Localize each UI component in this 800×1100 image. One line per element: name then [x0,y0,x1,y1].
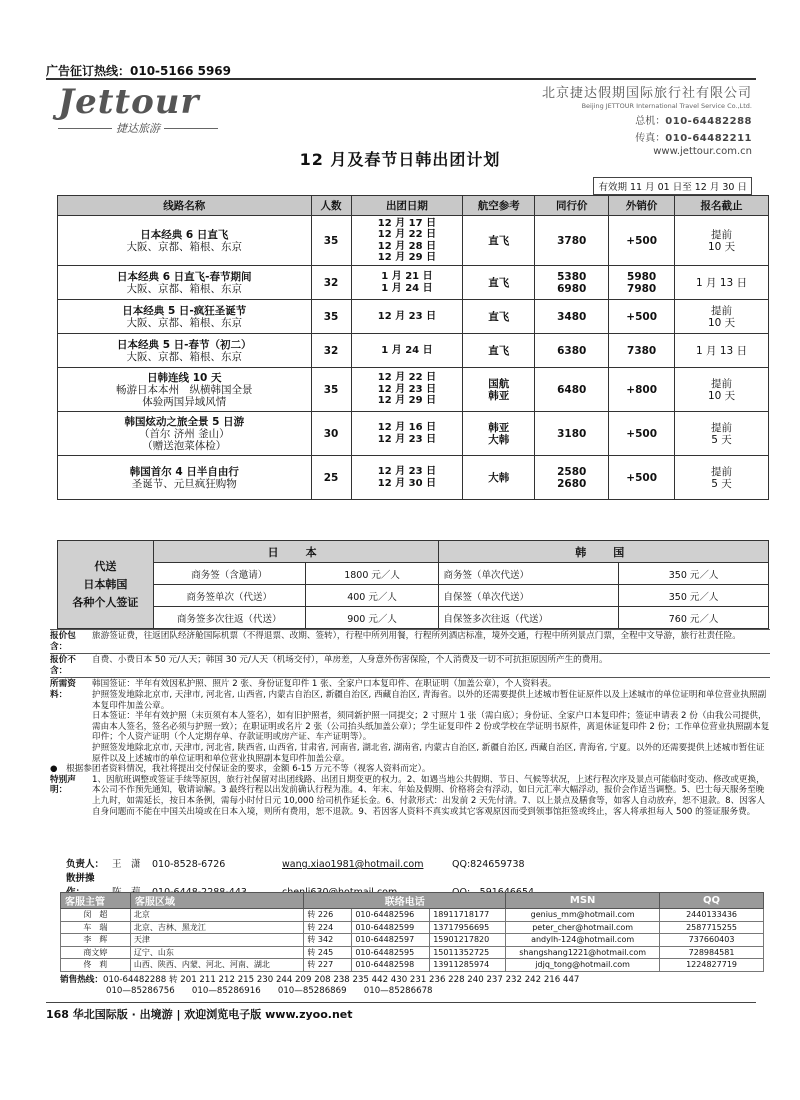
route-name-cell [58,300,312,334]
deadline-cell: 提前 5 天 [675,456,769,500]
deadline-cell: 提前 10 天 [675,368,769,412]
visa-row [58,563,769,585]
kr-visa-price: 350 元／人 [619,563,769,585]
dates-cell [351,266,463,300]
route-name-cell [58,216,312,266]
people-cell: 32 [311,334,351,368]
jp-visa-type: 商务签单次（代送） [153,585,305,607]
kr-visa-type: 自保签多次往返（代送） [439,607,619,629]
deadline-cell: 提前 10 天 [675,300,769,334]
price-excludes: 报价不含： 自费、小费日本 50 元/人天；韩国 30 元/人天（机场交付），单房差，人身意外伤害保险，个人消费及一切不可抗拒原因所产生的费用。 [50,655,608,676]
tour-date: 12 月 16 日 [377,422,437,433]
table-header-row [58,196,769,216]
deposit-note: ● 根据参团者资料情况，我社将提出交付保证金的要求，金额 6-15 万元不等（视客人资料而定）。 [50,764,431,775]
jp-visa-price: 1800 元／人 [305,563,439,585]
svc-header-qq: QQ [660,893,764,909]
header-people: 人数 [311,196,351,216]
svc-qq: 728984581 [660,946,764,959]
tour-date: 12 月 30 日 [377,477,437,489]
logo-wordmark: Jettour [58,82,200,122]
dates-cell [351,334,463,368]
company-name-cn: 北京捷达假期国际旅行社有限公司 [541,86,752,101]
svc-area: 山西、陕西、内蒙、河北、河南、湖北 [130,959,304,972]
svc-msn[interactable]: jdjq_tong@hotmail.com [506,959,660,972]
table-row [58,412,769,456]
peer-price-cell: 3180 [535,412,609,456]
svc-header-phone: 联络电话 [304,893,506,909]
tour-date: 12 月 23 日 [377,433,437,445]
svc-mobile: 13911285974 [430,959,506,972]
jp-visa-type: 商务签（含邀请） [153,563,305,585]
tour-date: 1 月 24 日 [381,282,433,294]
peer-price-cell: 3480 [535,300,609,334]
svc-ext: 转 342 [304,934,352,947]
kr-visa-type: 商务签（单次代送） [439,563,619,585]
route-name: 日韩连线 10 天 [147,371,222,384]
jp-visa-price: 900 元／人 [305,607,439,629]
company-website[interactable]: www.jettour.com.cn [653,146,752,157]
required-documents: 所需资料： 韩国签证：半年有效因私护照、照片 2 张、身份证复印件 1 张、全家户口本复印件、在职证明（加盖公章），个人资料表。 护照签发地除北京市, 天津市, 河北省, 山西省, 内蒙古自治区, 新疆自治区, 西藏自治区, 青海省。以外的还需要提供上述城市暂住证原件以及上述城市的单位证明和单位营业执照副本复印件加盖公章。 日本签证：半年有效护照（末页须有本人签名），如有旧护照者，须同新护照一同提交；2 寸照片 1 张（需白底）；身份证、全家户口本复印件；签证申请表 2 份（由我公司提供，需由本人签名，签名必须与护照一致）；在职证明或名片 2 张（公司抬头纸加盖公章）；学生证复印件 2 份或学校在学证明书原件，离退休证复印件 2 份；工作单位营业执照副本复印件；个人资产证明（个人定期存单、存款证明或房产证、车产证明等）。 护照签发地除北京市, 天津市, 河北省, 陕西省, 山西省, 甘肃省, 河南省, 湖北省, 湖南省, 内蒙古自治区, 新疆自治区, 西藏自治区, 青海省, 宁夏。以外的还需要提供上述城市暂住证原件以及上述城市的单位证明和单位营业执照副本复印件加盖公章。 [50,679,770,764]
visa-row [58,585,769,607]
dates-cell [351,368,463,412]
airline-cell: 直飞 [463,216,535,266]
header-route: 线路名称 [58,196,312,216]
peer-price-cell: 5380 6980 [535,266,609,300]
jp-visa-type: 商务签多次往返（代送） [153,607,305,629]
route-name: 日本经典 5 日-春节（初二） [117,338,252,351]
svc-msn[interactable]: genius_mm@hotmail.com [506,909,660,922]
company-phone: 总机：010-64482288 [635,116,752,127]
validity-period: 有效期 11 月 01 日至 12 月 30 日 [593,177,752,195]
tour-date: 12 月 17 日 [377,217,437,229]
retail-price-cell: +500 [609,412,675,456]
table-row [58,368,769,412]
price-includes: 报价包含： 旅游签证费，往返团队经济舱国际机票（不得退票、改期、签转），行程中所列用餐，行程所列酒店标准，境外交通，行程中所列景点门票，全程中文导游，旅行社责任险。 [50,631,741,652]
contact-manager: 负责人： 王 潇 010-8528-6726 wang.xiao1981@hotmail.com QQ:824659738 [66,859,525,870]
tour-schedule-table [57,195,769,500]
route-name: 日本经典 5 日-疯狂圣诞节 [122,304,247,317]
deadline-cell: 提前 10 天 [675,216,769,266]
svc-qq: 1224827719 [660,959,764,972]
svc-tel: 010-64482599 [352,921,430,934]
airline-cell: 直飞 [463,266,535,300]
company-info [542,82,752,157]
table-row [58,456,769,500]
logo-subtitle: 捷达旅游 [116,122,160,135]
svc-header-area: 客服区域 [130,893,304,909]
service-row [61,959,764,972]
svc-msn[interactable]: shangshang1221@hotmail.com [506,946,660,959]
dates-cell [351,300,463,334]
svc-manager: 商文婷 [61,946,131,959]
header-peer-price: 同行价 [535,196,609,216]
header-retail-price: 外销价 [609,196,675,216]
tour-date: 12 月 28 日 [377,240,437,252]
peer-price-cell: 6380 [535,334,609,368]
service-row [61,934,764,947]
retail-price-cell: +500 [609,216,675,266]
page-title: 12 月及春节日韩出团计划 [299,150,501,169]
service-row [61,909,764,922]
people-cell: 32 [311,266,351,300]
svc-msn[interactable]: peter_cher@hotmail.com [506,921,660,934]
svc-ext: 转 245 [304,946,352,959]
route-name: 韩国炫动之旅全景 5 日游 [124,415,245,428]
company-name-en: Beijing JETTOUR International Travel Service Co.,Ltd. [581,102,752,110]
svc-mobile: 15011352725 [430,946,506,959]
svc-manager: 闵 超 [61,909,131,922]
jp-visa-price: 400 元／人 [305,585,439,607]
retail-price-cell: 5980 7980 [609,266,675,300]
header-airline: 航空参考 [463,196,535,216]
top-divider [46,78,756,80]
route-sub: 圣诞节、元旦疯狂购物 [131,477,237,490]
people-cell: 35 [311,300,351,334]
service-row [61,921,764,934]
airline-cell: 直飞 [463,334,535,368]
table-row [58,266,769,300]
retail-price-cell: +500 [609,456,675,500]
people-cell: 30 [311,412,351,456]
visa-label: 代送 日本韩国 各种个人签证 [58,541,154,629]
svc-qq: 2587715255 [660,921,764,934]
kr-visa-price: 350 元／人 [619,585,769,607]
airline-cell: 大韩 [463,456,535,500]
svc-area: 北京、吉林、黑龙江 [130,921,304,934]
visa-japan-header: 日 本 [153,541,439,563]
svc-area: 辽宁、山东 [130,946,304,959]
notes-section [50,628,770,817]
peer-price-cell: 3780 [535,216,609,266]
airline-cell: 直飞 [463,300,535,334]
company-logo [58,84,218,136]
deadline-cell: 1 月 13 日 [675,266,769,300]
table-row [58,216,769,266]
visa-table [57,540,769,629]
airline-cell: 国航 韩亚 [463,368,535,412]
svc-mobile: 15901217820 [430,934,506,947]
contact-operator: 散拼操 [66,872,534,900]
route-name-cell [58,368,312,412]
dates-cell [351,216,463,266]
dates-cell [351,456,463,500]
route-name-cell [58,456,312,500]
peer-price-cell: 2580 2680 [535,456,609,500]
svc-manager: 车 瑞 [61,921,131,934]
table-row [58,334,769,368]
retail-price-cell: +800 [609,368,675,412]
svc-manager: 佟 莉 [61,959,131,972]
visa-korea-header: 韩 国 [439,541,769,563]
header-dates: 出团日期 [351,196,463,216]
peer-price-cell: 6480 [535,368,609,412]
route-sub: 大阪、京都、箱根、东京 [126,350,243,363]
retail-price-cell: 7380 [609,334,675,368]
route-name-cell [58,266,312,300]
svc-msn[interactable]: andylh-124@hotmail.com [506,934,660,947]
route-name: 日本经典 6 日直飞 [140,228,229,241]
route-name: 韩国首尔 4 日半自由行 [129,465,239,478]
sales-hotline: 销售热线：010-64482288 转 201 211 212 215 230 244 209 208 238 235 442 430 231 236 228 240 237 232 242 216 447 010—85286756 010—85286916 010—85286869 010—85286678 [60,975,580,996]
kr-visa-price: 760 元／人 [619,607,769,629]
svc-header-msn: MSN [506,893,660,909]
svc-tel: 010-64482597 [352,934,430,947]
svc-qq: 737660403 [660,934,764,947]
people-cell: 25 [311,456,351,500]
route-name: 日本经典 6 日直飞-春节期间 [117,270,252,283]
people-cell: 35 [311,216,351,266]
visa-row [58,607,769,629]
airline-cell: 韩亚 大韩 [463,412,535,456]
svc-tel: 010-64482598 [352,959,430,972]
tour-date: 1 月 24 日 [381,344,433,356]
svc-area: 北京 [130,909,304,922]
tour-date: 12 月 22 日 [377,372,437,384]
route-sub: （首尔 济州 釜山） （赠送泡菜体检） [138,427,230,452]
route-name-cell [58,334,312,368]
tour-date: 12 月 23 日 [377,310,437,322]
route-sub: 大阪、京都、箱根、东京 [126,240,243,253]
dates-cell [351,412,463,456]
table-row [58,300,769,334]
tour-date: 12 月 23 日 [377,383,437,395]
svc-ext: 转 227 [304,959,352,972]
svc-tel: 010-64482596 [352,909,430,922]
tour-date: 12 月 29 日 [377,395,437,407]
deadline-cell: 提前 5 天 [675,412,769,456]
svc-mobile: 18911718177 [430,909,506,922]
svc-qq: 2440133436 [660,909,764,922]
ad-hotline: 广告征订热线：010-5166 5969 [46,64,232,78]
manager-email[interactable]: wang.xiao1981@hotmail.com [282,859,424,870]
service-table [60,892,764,972]
tour-date: 1 月 21 日 [381,271,433,282]
svc-manager: 李 辉 [61,934,131,947]
svc-area: 天津 [130,934,304,947]
company-fax: 传真：010-64482211 [635,133,752,144]
special-statement: 特别声明： 1、因航班调整或签证手续等原因，旅行社保留对出团线路、出团日期变更的权力。2、如遇当地公共假期、节日、气候等状况，上述行程次序及景点可能临时变动、修改或更换，本公司不作预先通知，敬请谅解。3 最终行程以出发前确认行程为准。4、年末、年始及假期、价格将会有浮动，如日元汇率大幅浮动，报价会作适当调整。5、巴士每天服务至晚上九时，如需延长，按日本条例，需每小时付日元 10,000 给司机作延长金。6、付款形式：出发前 2 天先付清。7、以上景点及膳食等，如客人自动放弃，恕不退款。8、因客人自身问题而不能在中国关出境或在日本入境，则所有费用，恕不退款。9、若因客人资料不真实或其它客观原因而受到领事馆拒签或终止，客人将承担每人 500 的签证服务费。 [50,774,766,817]
svc-ext: 转 226 [304,909,352,922]
tour-date: 12 月 29 日 [377,252,437,263]
svc-header-manager: 客服主管 [61,893,131,909]
route-name-cell [58,412,312,456]
svc-mobile: 13717956695 [430,921,506,934]
tour-date: 12 月 23 日 [377,466,437,477]
page-footer: 168 华北国际版 · 出境游 | 欢迎浏览电子版 www.zyoo.net [46,1008,353,1021]
footer-divider [46,1002,756,1003]
tour-date: 12 月 22 日 [377,229,437,240]
service-row [61,946,764,959]
kr-visa-type: 自保签（单次代送） [439,585,619,607]
retail-price-cell: +500 [609,300,675,334]
deadline-cell: 1 月 13 日 [675,334,769,368]
route-sub: 畅游日本本州 纵横韩国全景 体验两国异域风情 [116,383,253,408]
svc-ext: 转 224 [304,921,352,934]
people-cell: 35 [311,368,351,412]
header-deadline: 报名截止 [675,196,769,216]
svc-tel: 010-64482595 [352,946,430,959]
route-sub: 大阪、京都、箱根、东京 [126,282,243,295]
route-sub: 大阪、京都、箱根、东京 [126,316,243,329]
